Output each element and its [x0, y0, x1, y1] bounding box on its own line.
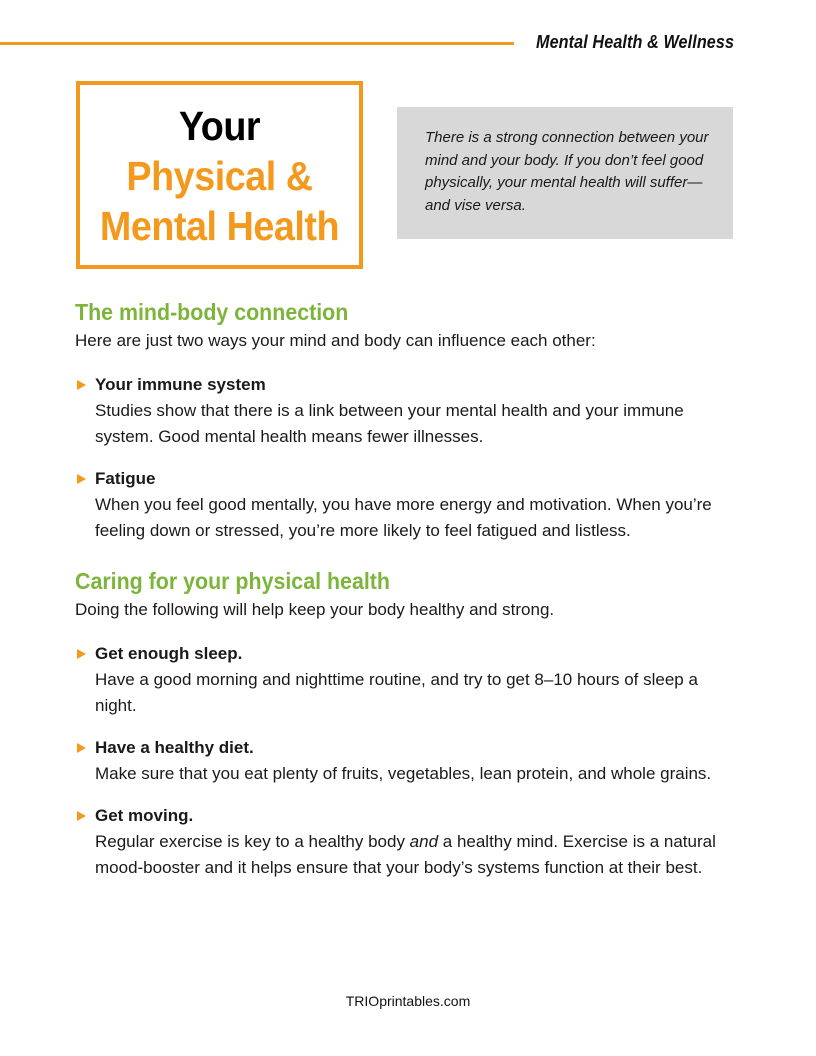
triangle-bullet-icon	[77, 743, 86, 753]
title-line-3: Mental Health	[99, 203, 340, 249]
callout-text: There is a strong connection between your mind and your body. If you don’t feel good physically, your mental health will suffer—and vise versa.	[425, 129, 709, 214]
section-intro: Here are just two ways your mind and body can influence each other:	[75, 331, 596, 350]
item-body: Studies show that there is a link between your mental health and your immune system. Good mental health means fewer illnesses.	[95, 401, 684, 446]
section-mind-body	[75, 297, 735, 544]
title-box	[76, 81, 363, 269]
main-content	[75, 297, 735, 897]
title-line-1: Your	[178, 103, 261, 149]
section-intro: Doing the following will help keep your body healthy and strong.	[75, 600, 555, 619]
list-item	[75, 735, 735, 787]
item-title: Fatigue	[95, 469, 156, 488]
section-physical-health	[75, 566, 735, 881]
callout-box	[397, 107, 733, 239]
item-title: Get enough sleep.	[95, 644, 243, 663]
section-heading: The mind-body connection	[75, 299, 349, 325]
item-body-emphasis: and	[409, 832, 439, 851]
list-item	[75, 641, 735, 719]
list-item	[75, 803, 735, 881]
triangle-bullet-icon	[77, 649, 86, 659]
item-title: Your immune system	[95, 375, 266, 394]
item-title: Have a healthy diet.	[95, 738, 254, 757]
list-item	[75, 466, 735, 544]
item-body: Make sure that you eat plenty of fruits, vegetables, lean protein, and whole grains.	[95, 764, 712, 783]
triangle-bullet-icon	[77, 811, 86, 821]
section-heading: Caring for your physical health	[75, 568, 390, 594]
item-body	[95, 829, 735, 881]
footer-site-link: TRIOprintables.com	[345, 993, 471, 1009]
header-rule	[0, 42, 514, 45]
title-line-2: Physical &	[126, 153, 313, 199]
item-title: Get moving.	[95, 806, 194, 825]
header-label: Mental Health & Wellness	[536, 32, 735, 52]
item-body: When you feel good mentally, you have more energy and motivation. When you’re feeling down or stressed, you’re more likely to feel fatigued and listless.	[95, 495, 712, 540]
triangle-bullet-icon	[77, 474, 86, 484]
item-body: Have a good morning and nighttime routine, and try to get 8–10 hours of sleep a night.	[95, 670, 698, 715]
item-body-text: a healthy mind. Exercise is a natural mood-booster and it helps ensure that your body’s systems function at their best.	[95, 832, 716, 877]
triangle-bullet-icon	[77, 380, 86, 390]
item-body-text: Regular exercise is key to a healthy body	[95, 832, 410, 851]
list-item	[75, 372, 735, 450]
